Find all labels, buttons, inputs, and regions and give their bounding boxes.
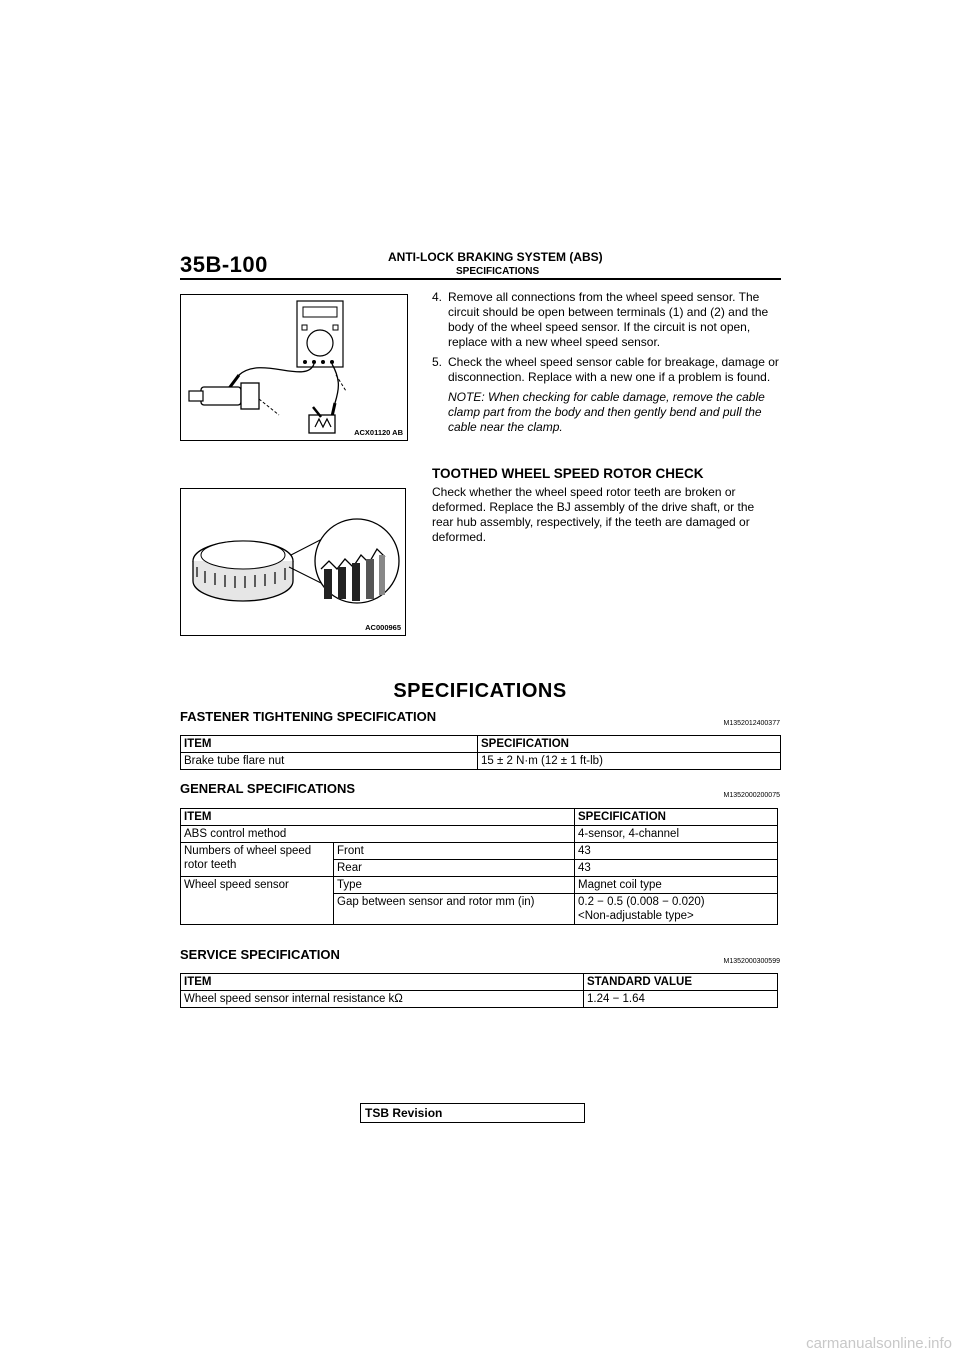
cell-subitem: Type [334, 877, 575, 894]
tsb-revision-box: TSB Revision [360, 1103, 585, 1123]
cell-item: Brake tube flare nut [181, 753, 478, 770]
cell-value: 1.24 − 1.64 [584, 991, 778, 1008]
cell-spec: Magnet coil type [575, 877, 778, 894]
header-rule [180, 278, 781, 280]
step-text: Check the wheel speed sensor cable for breakage, damage or disconnection. Replace with a new one if a problem is found. [448, 355, 779, 384]
rotor-check-text: Check whether the wheel speed rotor teeth are broken or deformed. Replace the BJ assembly of the drive shaft, or the rear hub assembly, respectively, if the teeth are damaged or deformed. [432, 485, 755, 544]
general-code: M1352000200075 [723, 792, 780, 799]
fastener-table [180, 735, 781, 770]
general-table [180, 808, 778, 925]
multimeter-illustration [181, 295, 407, 440]
gap-value: 0.2 − 0.5 (0.008 − 0.020) [578, 896, 705, 908]
table-row [181, 826, 778, 843]
step-number: 4. [432, 290, 443, 304]
cell-spec: 43 [575, 860, 778, 877]
table-row [181, 843, 778, 860]
page-number: 35B-100 [180, 252, 268, 277]
table-row [181, 877, 778, 894]
service-code: M1352000300599 [723, 958, 780, 965]
cell-item: Wheel speed sensor [181, 877, 334, 925]
cell-item: Wheel speed sensor internal resistance kΩ [181, 991, 584, 1008]
specifications-title: SPECIFICATIONS [393, 680, 567, 702]
step-text: Remove all connections from the wheel speed sensor. The circuit should be open between terminals (1) and (2) and the body of the wheel speed sensor. If the circuit is not open, replace with a new wheel speed sensor. [448, 290, 769, 349]
col-item-header: ITEM [181, 736, 478, 753]
col-value-header: STANDARD VALUE [584, 974, 778, 991]
col-item-header: ITEM [181, 974, 584, 991]
cell-subitem: Gap between sensor and rotor mm (in) [334, 894, 575, 925]
step-number: 5. [432, 355, 443, 369]
step-note: NOTE: When checking for cable damage, remove the cable clamp part from the body and then gently bend and pull the cable near the clamp. [448, 390, 765, 434]
fastener-code: M1352012400377 [723, 720, 780, 727]
step-5 [432, 355, 780, 385]
general-heading: GENERAL SPECIFICATIONS [180, 781, 356, 796]
cell-spec: 4-sensor, 4-channel [575, 826, 778, 843]
fastener-heading: FASTENER TIGHTENING SPECIFICATION [180, 709, 437, 724]
inspection-steps [432, 290, 780, 435]
cell-spec [575, 894, 778, 925]
cell-spec: 43 [575, 843, 778, 860]
step-4 [432, 290, 780, 350]
col-item-header: ITEM [181, 809, 575, 826]
gap-note: <Non-adjustable type> [578, 910, 694, 922]
cell-spec: 15 ± 2 N·m (12 ± 1 ft-lb) [478, 753, 781, 770]
cell-subitem: Front [334, 843, 575, 860]
figure-label: ACX01120 AB [354, 428, 403, 437]
toothed-rotor-illustration [181, 489, 405, 635]
col-spec-header: SPECIFICATION [478, 736, 781, 753]
cell-subitem: Rear [334, 860, 575, 877]
figure-label: AC000965 [365, 623, 401, 632]
section-subtitle: SPECIFICATIONS [456, 266, 540, 277]
watermark: carmanualsonline.info [806, 1335, 952, 1352]
figure-toothed-rotor [180, 488, 406, 636]
table-row [181, 991, 778, 1008]
cell-item: ABS control method [181, 826, 575, 843]
figure-multimeter-sensor [180, 294, 408, 441]
rotor-check-heading: TOOTHED WHEEL SPEED ROTOR CHECK [432, 466, 704, 481]
cell-item: Numbers of wheel speed rotor teeth [181, 843, 334, 877]
service-heading: SERVICE SPECIFICATION [180, 947, 340, 962]
section-title: ANTI-LOCK BRAKING SYSTEM (ABS) [388, 250, 603, 264]
col-spec-header: SPECIFICATION [575, 809, 778, 826]
service-table [180, 973, 778, 1008]
table-row [181, 753, 781, 770]
